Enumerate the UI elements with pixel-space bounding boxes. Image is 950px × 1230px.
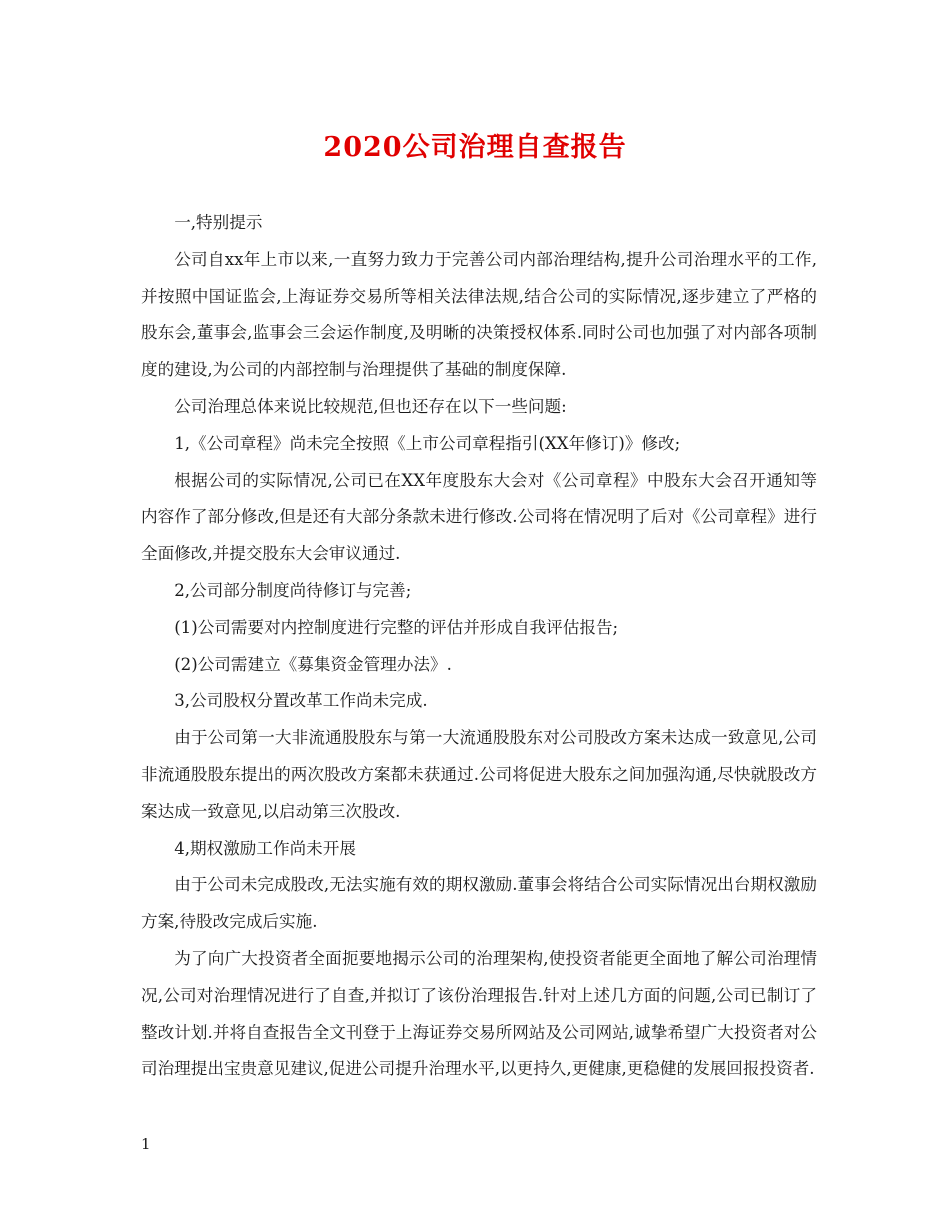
- sub-list-item: (1)公司需要对内控制度进行完整的评估并形成自我评估报告;: [174, 617, 619, 637]
- list-item-heading: 2,公司部分制度尚待修订与完善;: [174, 580, 412, 600]
- body-paragraph: 由于公司未完成股改,无法实施有效的期权激励.董事会将结合公司实际情况出台期权激励方案,待股改完成后实施.: [141, 875, 817, 932]
- body-paragraph: 公司自xx年上市以来,一直努力致力于完善公司内部治理结构,提升公司治理水平的工作,并按照中国证监会,上海证券交易所等相关法律法规,结合公司的实际情况,逐步建立了严格的股东会,董事会,监事会三会运作制度,及明晰的决策授权体系.同时公司也加强了对内部各项制度的建设,为公司的内部控制与治理提供了基础的制度保障.: [141, 249, 817, 380]
- document-title: 2020公司治理自查报告: [323, 132, 627, 163]
- section-heading: 一,特别提示: [174, 213, 263, 232]
- list-item-heading: 4,期权激励工作尚未开展: [174, 838, 356, 858]
- body-paragraph: 由于公司第一大非流通股股东与第一大流通股股东对公司股改方案未达成一致意见,公司非流通股股东提出的两次股改方案都未获通过.公司将促进大股东之间加强沟通,尽快就股改方案达成一致意见,以启动第三次股改.: [141, 728, 817, 821]
- page-number: 1: [141, 1135, 151, 1153]
- list-item-heading: 3,公司股权分置改革工作尚未完成.: [174, 691, 428, 711]
- body-paragraph: 根据公司的实际情况,公司已在XX年度股东大会对《公司章程》中股东大会召开通知等内容作了部分修改,但是还有大部分条款未进行修改.公司将在情况明了后对《公司章程》进行全面修改,并提交股东大会审议通过.: [141, 470, 817, 564]
- body-paragraph: 公司治理总体来说比较规范,但也还存在以下一些问题:: [174, 396, 567, 416]
- document-body: [141, 205, 817, 1088]
- sub-list-item: (2)公司需建立《募集资金管理办法》.: [174, 654, 452, 674]
- body-paragraph: 为了向广大投资者全面扼要地揭示公司的治理架构,使投资者能更全面地了解公司治理情况,公司对治理情况进行了自查,并拟订了该份治理报告.针对上述几方面的问题,公司已制订了整改计划.并将自查报告全文刊登于上海证券交易所网站及公司网站,诚挚希望广大投资者对公司治理提出宝贵意见建议,促进公司提升治理水平,以更持久,更健康,更稳健的发展回报投资者.: [141, 948, 817, 1079]
- list-item-heading: 1,《公司章程》尚未完全按照《上市公司章程指引(XX年修订)》修改;: [174, 433, 681, 453]
